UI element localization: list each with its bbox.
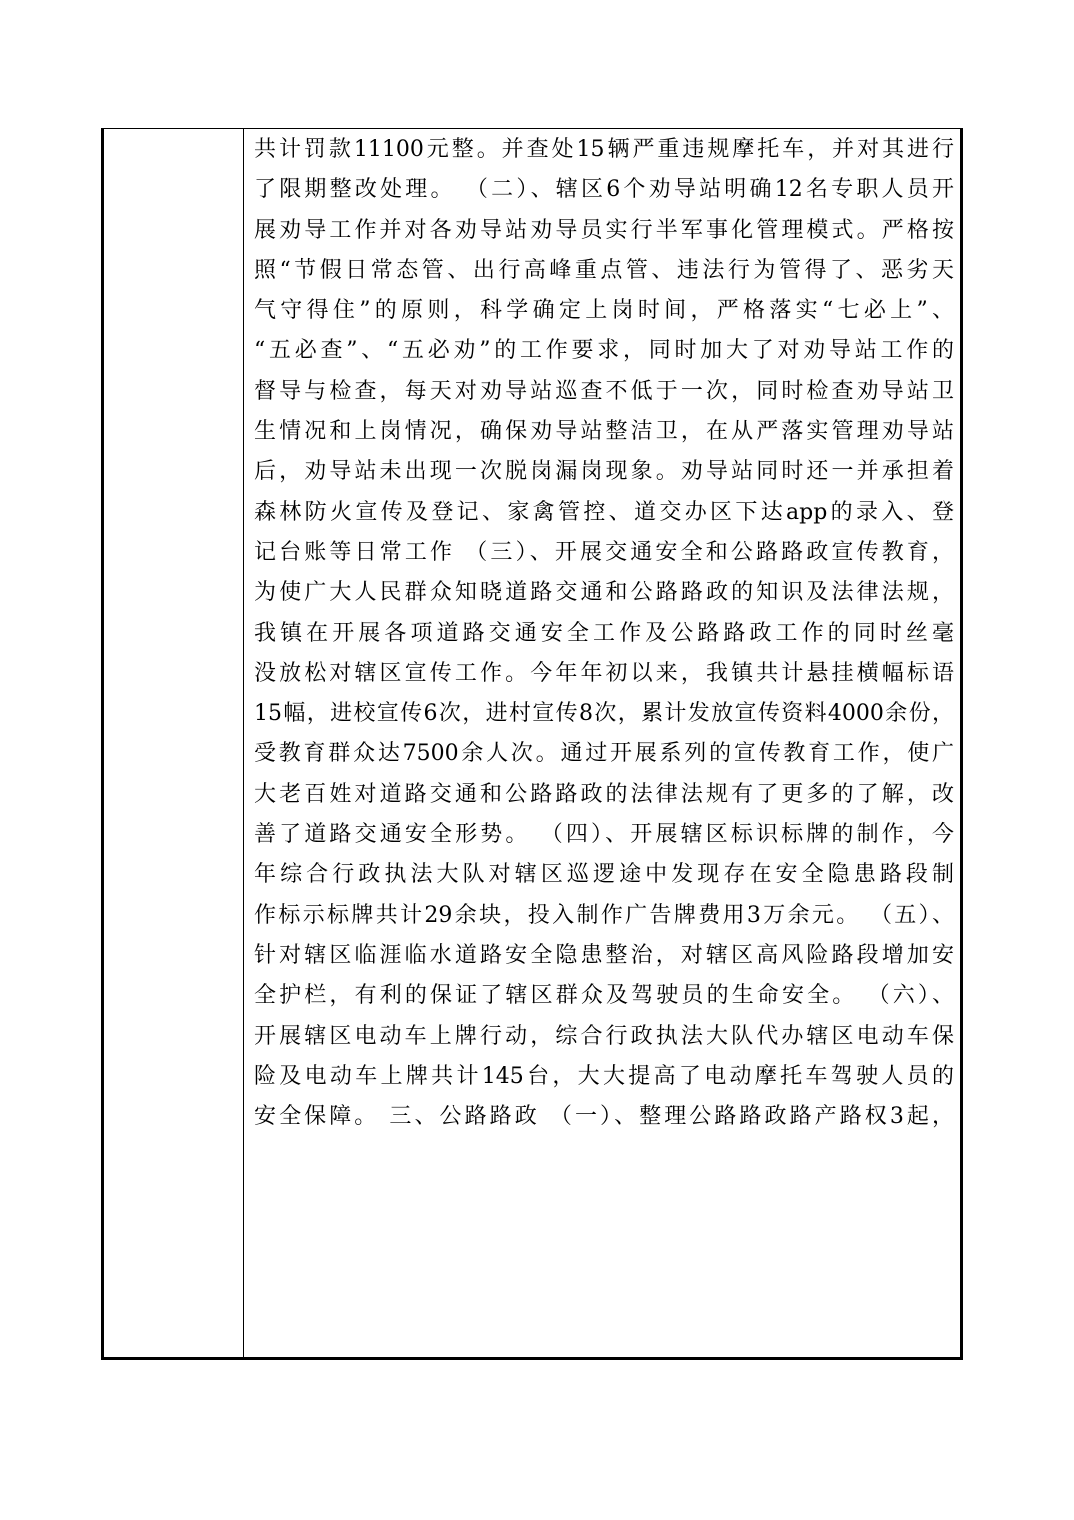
text-line: 全护栏，有利的保证了辖区群众及驾驶员的生命安全。 （六）、 — [254, 983, 954, 1009]
text-line: “五必查”、“五必劝”的工作要求，同时加大了对劝导站工作的 — [254, 338, 954, 364]
text-line: 针对辖区临涯临水道路安全隐患整治，对辖区高风险路段增加安 — [254, 942, 954, 968]
text-line: 后，劝导站未出现一次脱岗漏岗现象。劝导站同时还一并承担着 — [254, 459, 954, 485]
table-content-cell — [244, 129, 960, 1357]
text-line: 共计罚款11100元整。并查处15辆严重违规摩托车，并对其进行 — [254, 137, 954, 162]
text-line: 险及电动车上牌共计145台，大大提高了电动摩托车驾驶人员的 — [254, 1063, 954, 1089]
table-label-cell — [104, 129, 244, 1357]
text-line: 生情况和上岗情况，确保劝导站整洁卫，在从严落实管理劝导站 — [254, 419, 954, 445]
report-body-text — [254, 129, 954, 1137]
text-line: 15幅，进校宣传6次，进村宣传8次，累计发放宣传资料4000余份， — [254, 701, 954, 727]
text-line: 大老百姓对道路交通和公路路政的法律法规有了更多的了解，改 — [254, 781, 954, 807]
text-line: 没放松对辖区宣传工作。今年年初以来，我镇共计悬挂横幅标语 — [254, 660, 954, 686]
text-line: 我镇在开展各项道路交通安全工作及公路路政工作的同时丝毫 — [254, 620, 954, 646]
text-line: 安全保障。 三、公路路政 （一）、整理公路路政路产路权3起， — [254, 1104, 954, 1130]
text-line: 为使广大人民群众知晓道路交通和公路路政的知识及法律法规， — [254, 580, 954, 606]
text-line: 展劝导工作并对各劝导站劝导员实行半军事化管理模式。严格按 — [254, 217, 954, 243]
text-line: 照“节假日常态管、出行高峰重点管、违法行为管得了、恶劣天 — [254, 257, 954, 283]
text-line: 森林防火宣传及登记、家禽管控、道交办区下达app的录入、登 — [254, 499, 954, 525]
text-line: 年综合行政执法大队对辖区巡逻途中发现存在安全隐患路段制 — [254, 862, 954, 888]
text-line: 督导与检查，每天对劝导站巡查不低于一次，同时检查劝导站卫 — [254, 378, 954, 404]
text-line: 气守得住”的原则，科学确定上岗时间，严格落实“七必上”、 — [254, 298, 954, 324]
text-line: 开展辖区电动车上牌行动，综合行政执法大队代办辖区电动车保 — [254, 1023, 954, 1049]
text-line: 作标示标牌共计29余块，投入制作广告牌费用3万余元。 （五）、 — [254, 902, 954, 928]
text-line: 记台账等日常工作 （三）、开展交通安全和公路路政宣传教育， — [254, 539, 954, 565]
text-line: 受教育群众达7500余人次。通过开展系列的宣传教育工作，使广 — [254, 741, 954, 767]
text-line: 善了道路交通安全形势。 （四）、开展辖区标识标牌的制作，今 — [254, 822, 954, 848]
report-table — [101, 128, 963, 1360]
text-line: 了限期整改处理。 （二）、辖区6个劝导站明确12名专职人员开 — [254, 177, 954, 203]
